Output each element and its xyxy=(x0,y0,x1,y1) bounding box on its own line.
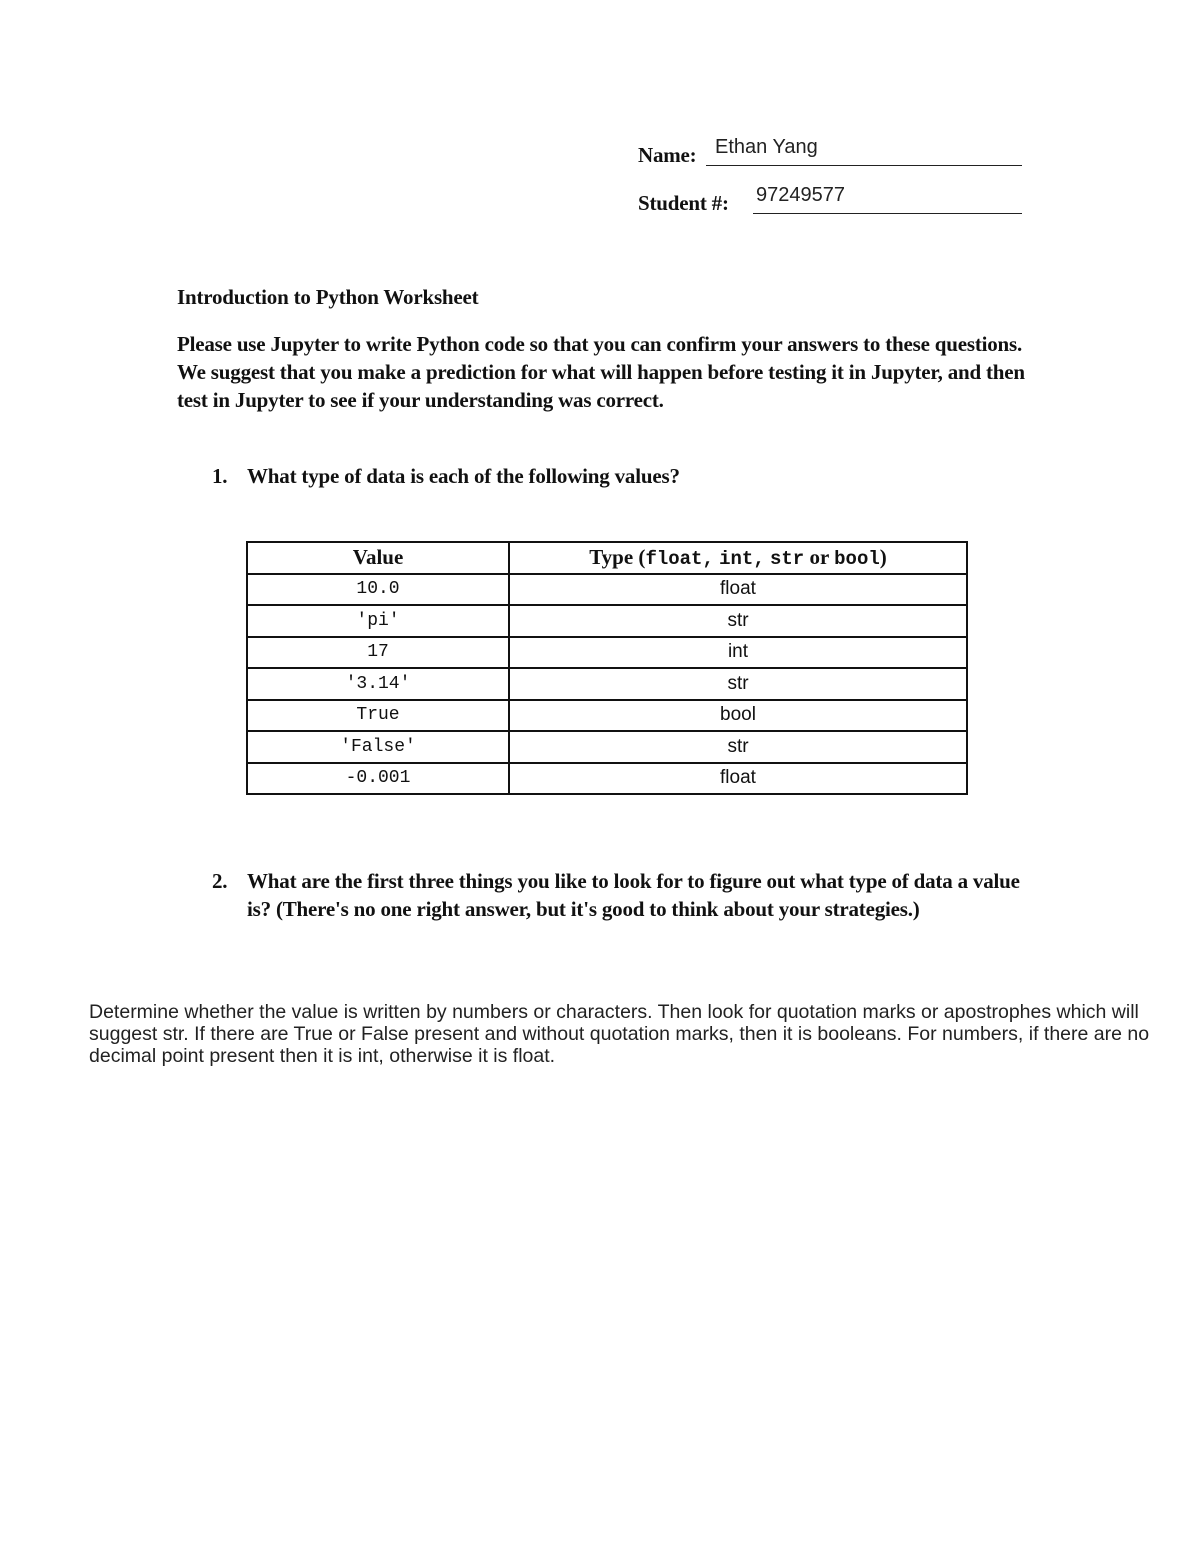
type-header-prefix: Type ( xyxy=(589,545,646,570)
student-number-label: Student #: xyxy=(638,191,729,215)
worksheet-title: Introduction to Python Worksheet xyxy=(177,285,479,309)
type-answer-cell[interactable]: int xyxy=(509,637,967,669)
type-header-or: or xyxy=(809,545,829,570)
type-answer-cell[interactable]: bool xyxy=(509,700,967,732)
value-cell: -0.001 xyxy=(247,763,509,795)
type-header-float: float, xyxy=(645,548,714,571)
table-row xyxy=(247,574,967,606)
question-2-text: What are the first three things you like to look for to figure out what type of data a value is? (There's no one right answer, but it's good to think about your strategies.) xyxy=(247,869,1020,921)
type-answer-cell[interactable]: float xyxy=(509,574,967,606)
value-cell: 17 xyxy=(247,637,509,669)
type-column-header xyxy=(509,542,967,574)
table-row xyxy=(247,763,967,795)
question-2 xyxy=(212,867,1042,957)
type-header-str: str xyxy=(769,548,805,571)
type-answer-cell[interactable]: str xyxy=(509,668,967,700)
question-1 xyxy=(212,462,1042,492)
value-cell: '3.14' xyxy=(247,668,509,700)
data-types-table xyxy=(246,541,968,795)
name-label: Name: xyxy=(638,143,697,167)
table-row xyxy=(247,668,967,700)
table-header-row xyxy=(247,542,967,574)
value-column-header: Value xyxy=(247,542,509,574)
value-cell: True xyxy=(247,700,509,732)
student-number-value[interactable]: 97249577 xyxy=(756,184,845,206)
table-row xyxy=(247,700,967,732)
table-row xyxy=(247,731,967,763)
question-1-number: 1. xyxy=(212,464,228,488)
student-number-underline xyxy=(753,213,1022,214)
type-header-suffix: ) xyxy=(879,545,887,570)
type-header-int: int, xyxy=(719,548,765,571)
name-value[interactable]: Ethan Yang xyxy=(715,136,818,158)
name-field xyxy=(638,136,1028,170)
type-answer-cell[interactable]: str xyxy=(509,605,967,637)
question-2-number: 2. xyxy=(212,869,228,893)
student-number-field xyxy=(638,184,1028,218)
type-answer-cell[interactable]: str xyxy=(509,731,967,763)
question-2-answer[interactable]: Determine whether the value is written by numbers or characters. Then look for quotation marks or apostrophes which will suggest str. If there are True or False present and without quotation marks, then it is booleans. For numbers, if there are no decimal point present then it is int, otherwise it is float. xyxy=(89,1001,1150,1067)
table-row xyxy=(247,605,967,637)
instructions-paragraph: Please use Jupyter to write Python code so that you can confirm your answers to these questions. We suggest that you make a prediction for what will happen before testing it in Jupyter, and then test in Jupyter to see if your understanding was correct. xyxy=(177,332,1025,412)
name-underline xyxy=(706,165,1022,166)
type-header-bool: bool xyxy=(834,548,880,571)
value-cell: 'False' xyxy=(247,731,509,763)
value-cell: 10.0 xyxy=(247,574,509,606)
table-row xyxy=(247,637,967,669)
value-cell: 'pi' xyxy=(247,605,509,637)
type-answer-cell[interactable]: float xyxy=(509,763,967,795)
question-1-text: What type of data is each of the following values? xyxy=(247,464,680,488)
